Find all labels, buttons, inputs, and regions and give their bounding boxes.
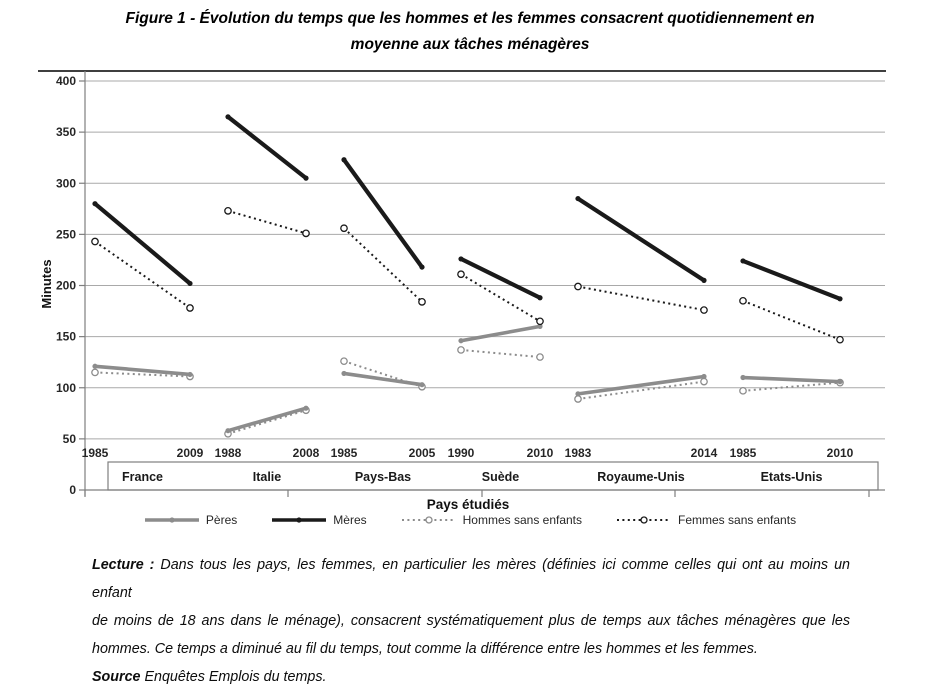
legend-label: Hommes sans enfants <box>462 513 583 527</box>
point-marker <box>537 318 543 324</box>
x-axis-title: Pays étudiés <box>426 497 510 512</box>
point-marker <box>187 372 192 377</box>
point-marker <box>341 225 347 231</box>
year-label: 1988 <box>214 446 242 460</box>
point-marker <box>92 364 97 369</box>
y-tick-label: 100 <box>55 380 76 395</box>
point-marker <box>701 378 707 384</box>
figure-title-line1: Figure 1 - Évolution du temps que les hommes et les femmes consacrent quotidiennement en <box>125 10 815 27</box>
point-marker <box>537 354 543 360</box>
point-marker <box>537 295 542 300</box>
lecture-line2: de moins de 18 ans dans le ménage), consacrent systématiquement plus de temps aux tâches ménagères que les <box>92 613 850 629</box>
series-segment-pères <box>95 366 190 374</box>
source-label: Source <box>92 669 141 685</box>
y-tick-label: 0 <box>69 483 76 497</box>
point-marker <box>575 396 581 402</box>
lecture-line3: hommes. Ce temps a diminué au fil du temps, tout comme la différence entre les hommes et les femmes. <box>92 641 758 657</box>
legend-swatch-icon <box>271 513 327 527</box>
country-label: Italie <box>252 470 282 484</box>
series-segment-mères <box>743 261 840 299</box>
point-marker <box>225 114 230 119</box>
year-label: 1983 <box>564 446 592 460</box>
country-label: Pays-Bas <box>354 470 412 484</box>
point-marker <box>419 382 424 387</box>
series-segment-hommes-sans-enfants <box>228 410 306 434</box>
year-label: 1985 <box>81 446 109 460</box>
point-marker <box>701 374 706 379</box>
point-marker <box>701 307 707 313</box>
point-marker <box>837 336 843 342</box>
chart-legend <box>60 513 880 527</box>
figure-note <box>92 551 850 691</box>
point-marker <box>187 281 192 286</box>
legend-item <box>271 513 366 527</box>
y-tick-label: 250 <box>55 227 76 242</box>
y-tick-label: 200 <box>55 278 76 293</box>
series-segment-pères <box>743 378 840 382</box>
point-marker <box>837 379 842 384</box>
series-segment-femmes-sans-enfants <box>743 301 840 340</box>
legend-swatch-icon <box>616 513 672 527</box>
series-segment-pères <box>578 377 704 394</box>
legend-label: Pères <box>205 513 238 527</box>
point-marker <box>419 264 424 269</box>
point-marker <box>341 157 346 162</box>
series-segment-hommes-sans-enfants <box>743 383 840 391</box>
point-marker <box>740 388 746 394</box>
point-marker <box>575 391 580 396</box>
year-label: 1985 <box>330 446 358 460</box>
series-segment-pères <box>228 408 306 430</box>
series-segment-femmes-sans-enfants <box>578 287 704 311</box>
country-label: Etats-Unis <box>760 470 823 484</box>
country-label: Suède <box>481 470 520 484</box>
legend-item <box>401 513 582 527</box>
point-marker <box>341 358 347 364</box>
point-marker <box>225 208 231 214</box>
point-marker <box>701 278 706 283</box>
y-tick-label: 50 <box>62 431 76 446</box>
year-label: 2010 <box>826 446 854 460</box>
point-marker <box>419 299 425 305</box>
point-marker <box>92 238 98 244</box>
legend-swatch-icon <box>401 513 457 527</box>
series-segment-mères <box>578 199 704 281</box>
lecture-label: Lecture : <box>92 557 155 573</box>
source-line: Source Enquêtes Emplois du temps. <box>92 669 327 685</box>
y-tick-label: 400 <box>55 74 76 88</box>
point-marker <box>187 305 193 311</box>
point-marker <box>303 406 308 411</box>
year-label: 2014 <box>690 446 718 460</box>
legend-item <box>144 513 237 527</box>
legend-label: Mères <box>333 513 367 527</box>
series-segment-pères <box>344 373 422 384</box>
point-marker <box>225 428 230 433</box>
year-label: 1985 <box>729 446 757 460</box>
country-label: France <box>122 470 163 484</box>
legend-label: Femmes sans enfants <box>678 513 797 527</box>
figure-title-line2: moyenne aux tâches ménagères <box>350 36 590 53</box>
y-axis-title: Minutes <box>39 259 54 309</box>
year-label: 2008 <box>292 446 320 460</box>
point-marker <box>837 296 842 301</box>
legend-item <box>616 513 796 527</box>
point-marker <box>458 347 464 353</box>
series-segment-mères <box>461 259 540 298</box>
series-segment-hommes-sans-enfants <box>461 350 540 357</box>
y-tick-label: 300 <box>55 176 76 191</box>
point-marker <box>92 369 98 375</box>
point-marker <box>92 201 97 206</box>
point-marker <box>458 338 463 343</box>
y-tick-label: 150 <box>55 329 76 344</box>
series-segment-mères <box>344 160 422 267</box>
series-segment-mères <box>228 117 306 178</box>
year-label: 1990 <box>447 446 475 460</box>
year-label: 2005 <box>408 446 436 460</box>
year-label: 2009 <box>176 446 204 460</box>
y-tick-label: 350 <box>55 125 76 140</box>
series-segment-femmes-sans-enfants <box>461 274 540 321</box>
series-segment-pères <box>461 326 540 340</box>
point-marker <box>303 176 308 181</box>
point-marker <box>303 230 309 236</box>
point-marker <box>458 271 464 277</box>
series-segment-mères <box>95 204 190 284</box>
lecture-line1: Lecture : Dans tous les pays, les femmes, en particulier les mères (définies ici comme celles qui ont au moins un enfant <box>92 557 850 601</box>
point-marker <box>575 283 581 289</box>
point-marker <box>575 196 580 201</box>
year-label: 2010 <box>526 446 554 460</box>
series-segment-femmes-sans-enfants <box>344 228 422 302</box>
legend-swatch-icon <box>144 513 200 527</box>
point-marker <box>740 298 746 304</box>
series-segment-femmes-sans-enfants <box>95 242 190 308</box>
country-label: Royaume-Unis <box>597 470 685 484</box>
point-marker <box>341 371 346 376</box>
point-marker <box>458 256 463 261</box>
series-segment-femmes-sans-enfants <box>228 211 306 233</box>
point-marker <box>740 375 745 380</box>
point-marker <box>740 258 745 263</box>
